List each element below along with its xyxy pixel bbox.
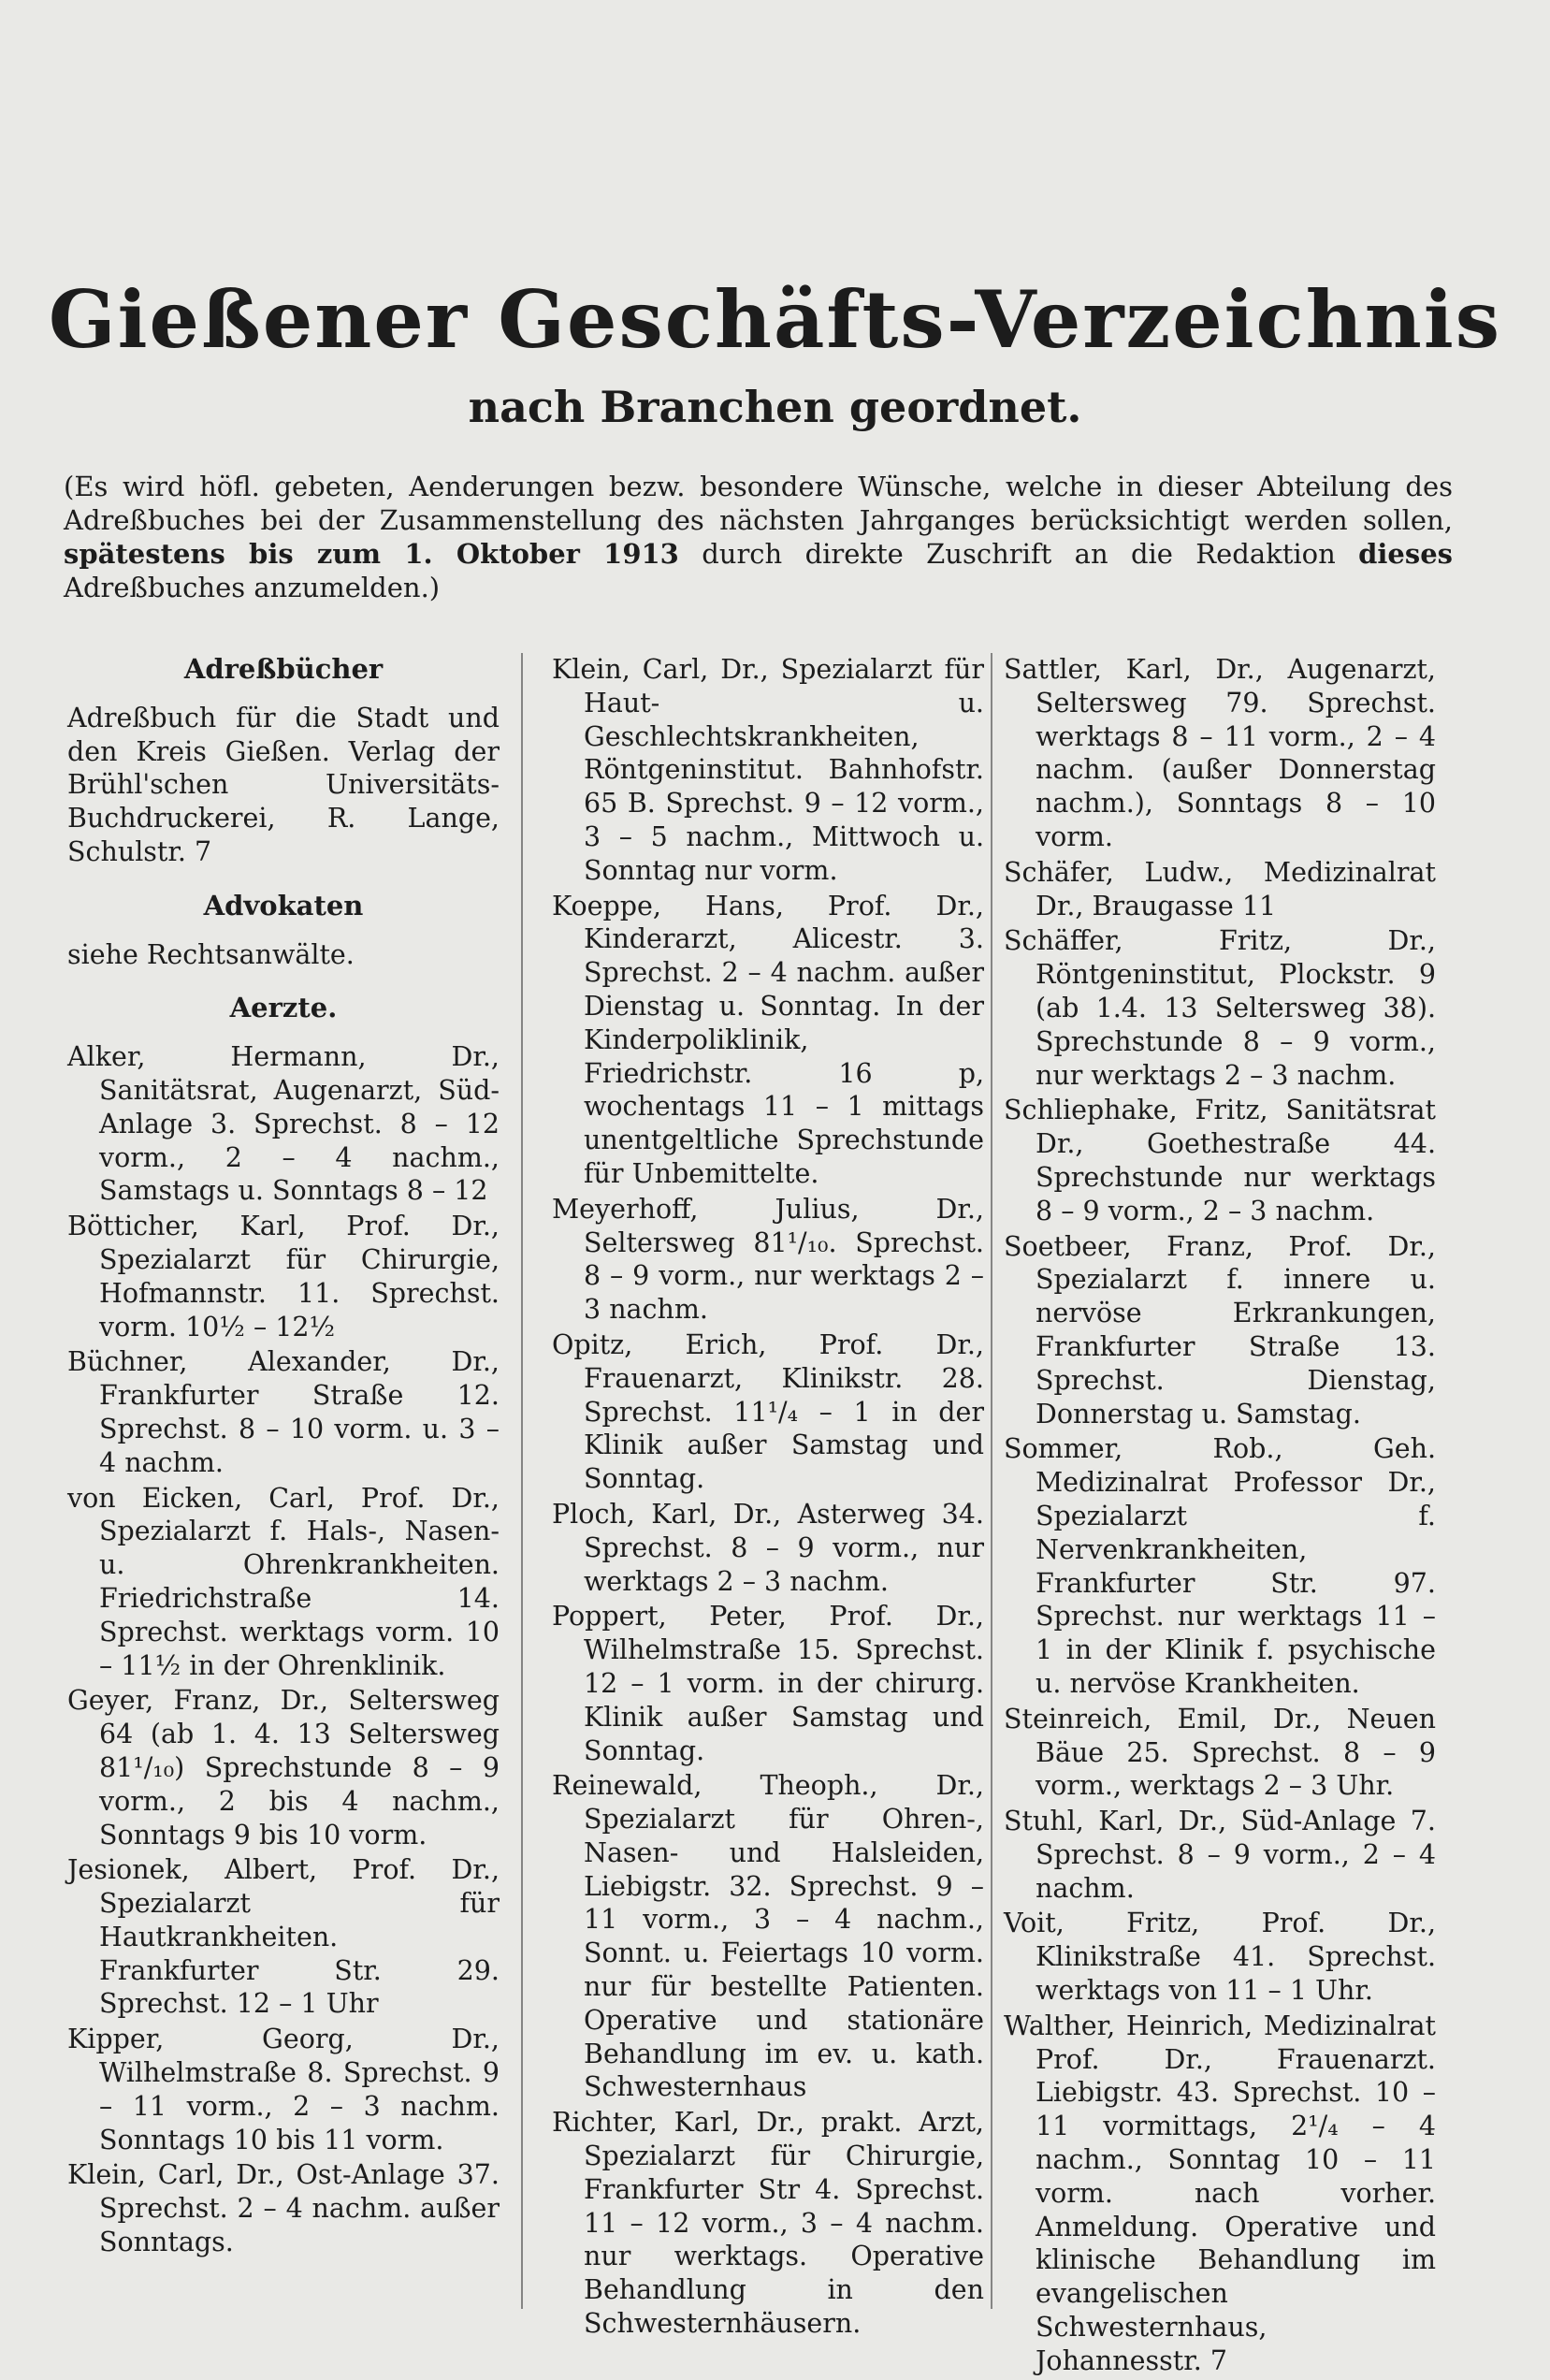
page-title: Gießener Geschäfts-Verzeichnis	[48, 273, 1502, 366]
list-item: Alker, Hermann, Dr., Sanitätsrat, Augenarzt, Süd-Anlage 3. Sprechst. 8 – 12 vorm., 2 – 4 nachm., Samstags u. Sonntags 8 – 12	[67, 1041, 500, 1207]
list-item: Stuhl, Karl, Dr., Süd-Anlage 7. Sprechst. 8 – 9 vorm., 2 – 4 nachm.	[1004, 1806, 1436, 1904]
list-item: Böttiche​r, Karl, Prof. Dr., Spezialarzt für Chirurgie, Hofmannstr. 11. Sprechst. vorm. 10½ – 12½	[67, 1211, 500, 1342]
column-2	[552, 653, 984, 2343]
column-1	[67, 653, 500, 2261]
page-subtitle: nach Branchen geordnet.	[468, 382, 1082, 432]
list-item: Reinewald, Theoph., Dr., Spezialarzt für Ohren-, Nasen- und Halsleiden, Liebigstr. 32. Sprechst. 9 – 11 vorm., 3 – 4 nachm., Sonnt. u. Feiertags 10 vorm. nur für bestellte Patienten. Operative und stationäre Behandlung im ev. u. kath. Schwesternhaus	[552, 1770, 984, 2103]
column-3	[1004, 653, 1436, 2380]
list-item: Adreßbuch für die Stadt und den Kreis Gießen. Verlag der Brühl'schen Universitäts-Buchdruckerei, R. Lange, Schulstr. 7	[67, 702, 500, 867]
list-item: Schäffer, Fritz, Dr., Röntgeninstitut, Plockstr. 9 (ab 1.4. 13 Seltersweg 38). Sprechstunde 8 – 9 vorm., nur werktags 2 – 3 nachm.	[1004, 925, 1436, 1091]
list-item: Klein, Carl, Dr., Ost-Anlage 37. Sprechst. 2 – 4 nachm. außer Sonntags.	[67, 2159, 500, 2258]
list-item: von Eicken, Carl, Prof. Dr., Spezialarzt f. Hals-, Nasen- u. Ohrenkrankheiten. Friedrichstraße 14. Sprechst. werktags vorm. 10 – 11½ in der Ohrenklinik.	[67, 1482, 500, 1681]
list-item: Poppert, Peter, Prof. Dr., Wilhelmstraße 15. Sprechst. 12 – 1 vorm. in der chirurg. Klinik außer Samstag und Sonntag.	[552, 1601, 984, 1766]
column-divider	[521, 653, 523, 2309]
list-item: Opitz, Erich, Prof. Dr., Frauenarzt, Klinikstr. 28. Sprechst. 11¹/₄ – 1 in der Klinik außer Samstag und Sonntag.	[552, 1328, 984, 1495]
list-item: Jesionek, Albert, Prof. Dr., Spezialarzt für Hautkrankheiten. Frankfurter Str. 29. Sprechst. 12 – 1 Uhr	[67, 1854, 500, 2020]
notice-text-3: Adreßbuches anzumelden.)	[64, 572, 441, 603]
list-item: Ploch, Karl, Dr., Asterweg 34. Sprechst. 8 – 9 vorm., nur werktags 2 – 3 nachm.	[552, 1498, 984, 1597]
notice-text-2: durch direkte Zuschrift an die Redaktion	[702, 538, 1336, 570]
list-item: Sommer, Rob., Geh. Medizinalrat Professor Dr., Spezialarzt f. Nervenkrankheiten, Frankfurter Str. 97. Sprechst. nur werktags 11 – 1 in der Klinik f. psychische u. nervöse Krankheiten.	[1004, 1433, 1436, 1699]
column-divider	[991, 653, 992, 2309]
list-item: Koeppe, Hans, Prof. Dr., Kinderarzt, Alicestr. 3. Sprechst. 2 – 4 nachm. außer Dienstag u. Sonntag. In der Kinderpoliklinik, Friedrichstr. 16 p, wochentags 11 – 1 mittags unentgeltliche Sprechstunde für Unbemittelte.	[552, 890, 984, 1189]
section-heading-adressbuecher: Adreßbücher	[183, 653, 384, 685]
list-item: Büchner, Alexander, Dr., Frankfurter Straße 12. Sprechst. 8 – 10 vorm. u. 3 – 4 nachm.	[67, 1346, 500, 1478]
list-item: Richter, Karl, Dr., prakt. Arzt, Spezialarzt für Chirurgie, Frankfurter Str 4. Sprechst. 11 – 12 vorm., 3 – 4 nachm. nur werktags. Operative Behandlung in den Schwesternhäusern.	[552, 2107, 984, 2340]
list-item: Kipper, Georg, Dr., Wilhelmstraße 8. Sprechst. 9 – 11 vorm., 2 – 3 nachm. Sonntags 10 bis 11 vorm.	[67, 2024, 500, 2155]
list-item: Geyer, Franz, Dr., Seltersweg 64 (ab 1. 4. 13 Seltersweg 81¹/₁₀) Sprechstunde 8 – 9 vorm., 2 bis 4 nachm., Sonntags 9 bis 10 vorm.	[67, 1685, 500, 1850]
list-item: Soetbeer, Franz, Prof. Dr., Spezialarzt f. innere u. nervöse Erkrankungen, Frankfurter Straße 13. Sprechst. Dienstag, Donnerstag u. Samstag.	[1004, 1230, 1436, 1429]
notice-text-1: (Es wird höfl. gebeten, Aenderungen bezw. besondere Wünsche, welche in dieser Abteilung des Adreßbuches bei der Zusammenstellung des nächsten Jahrganges berücksichtigt werden sollen,	[64, 471, 1453, 536]
list-item: Sattler, Karl, Dr., Augenarzt, Seltersweg 79. Sprechst. werktags 8 – 11 vorm., 2 – 4 nachm. (außer Donnerstag nachm.), Sonntags 8 – 10 vorm.	[1004, 654, 1436, 852]
list-item: siehe Rechtsanwälte.	[67, 938, 355, 970]
notice-emphasis: dieses	[1358, 538, 1453, 570]
section-heading-aerzte: Aerzte.	[229, 992, 338, 1024]
list-item: Schliephake, Fritz, Sanitätsrat Dr., Goethestraße 44. Sprechstunde nur werktags 8 – 9 vorm., 2 – 3 nachm.	[1004, 1095, 1436, 1226]
list-item: Schäfer, Ludw., Medizinalrat Dr., Braugasse 11	[1004, 856, 1436, 922]
notice-deadline: spätestens bis zum 1. Oktober 1913	[64, 538, 679, 570]
list-item: Walther, Heinrich, Medizinalrat Prof. Dr., Frauenarzt. Liebigstr. 43. Sprechst. 10 – 11 vormittags, 2¹/₄ – 4 nachm., Sonntag 10 – 11 vorm. nach vorher. Anmeldung. Operative und klinische Behandlung im evangelischen Schwesternhaus, Johannesstr. 7	[1004, 2010, 1436, 2376]
list-item: Klein, Carl, Dr., Spezialarzt für Haut- u. Geschlechtskrankheiten, Röntgeninstitut. Bahnhofstr. 65 B. Sprechst. 9 – 12 vorm., 3 – 5 nachm., Mittwoch u. Sonntag nur vorm.	[552, 654, 984, 886]
section-heading-advokaten: Advokaten	[203, 889, 364, 922]
list-item: Meyerhoff, Julius, Dr., Seltersweg 81¹/₁₀. Sprechst. 8 – 9 vorm., nur werktags 2 – 3 nachm.	[552, 1193, 984, 1326]
list-item: Voit, Fritz, Prof. Dr., Klinikstraße 41. Sprechst. werktags von 11 – 1 Uhr.	[1004, 1908, 1436, 2007]
list-item: Steinreich, Emil, Dr., Neuen Bäue 25. Sprechst. 8 – 9 vorm., werktags 2 – 3 Uhr.	[1004, 1703, 1436, 1802]
notice-paragraph	[64, 470, 1453, 604]
